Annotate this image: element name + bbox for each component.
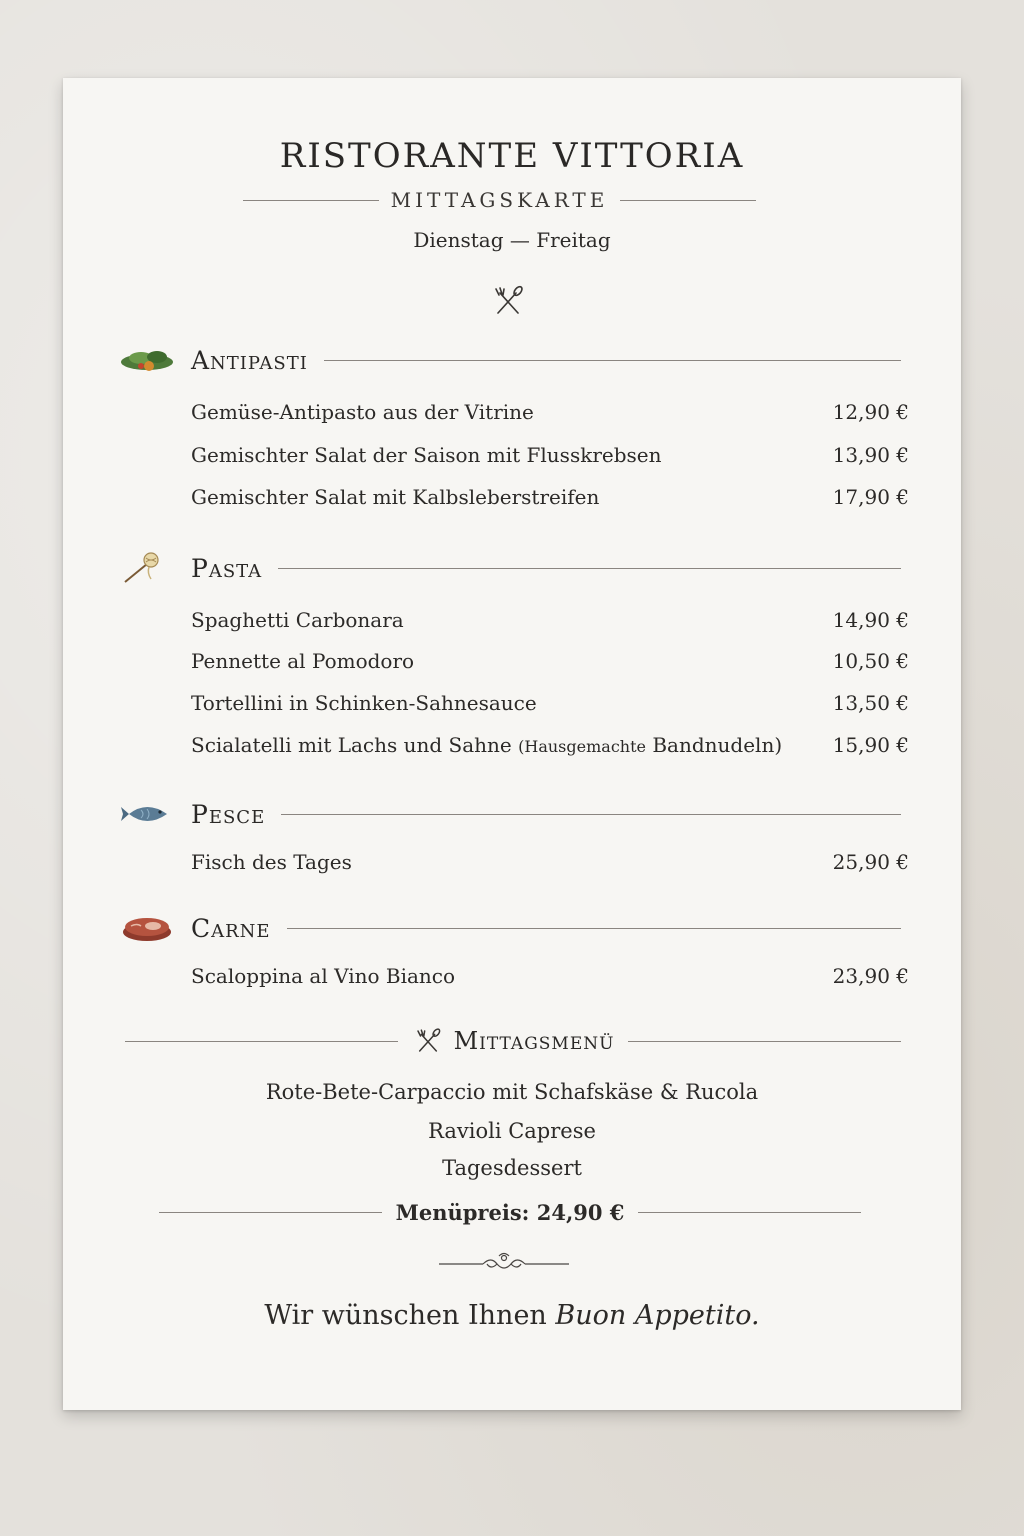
lunch-menu-price: Menüpreis: 24,90 € — [395, 1200, 625, 1225]
cutlery-icon — [412, 1026, 444, 1056]
menu-item — [191, 485, 909, 509]
section-header-antipasti — [119, 342, 901, 378]
fish-icon — [119, 796, 177, 832]
section-rule — [278, 568, 901, 569]
menu-item — [191, 608, 909, 632]
menu-subtitle: MITTAGSKARTE — [390, 188, 609, 212]
section-rule — [324, 360, 901, 361]
flourish-ornament — [437, 1250, 571, 1276]
item-name-with-note — [191, 733, 782, 757]
menu-item — [191, 733, 909, 757]
section-rule — [628, 1041, 901, 1042]
item-name: Gemischter Salat der Saison mit Flusskrebsen — [191, 443, 662, 467]
menu-item — [191, 691, 909, 715]
item-note-end: Bandnudeln) — [652, 733, 783, 757]
item-price: 23,90 € — [832, 964, 909, 988]
cutlery-icon — [490, 283, 526, 319]
item-name: Tortellini in Schinken-Sahnesauce — [191, 691, 537, 715]
section-title-carne: Carne — [191, 913, 271, 943]
lunch-price-row — [159, 1200, 861, 1225]
item-name: Gemischter Salat mit Kalbsleberstreifen — [191, 485, 600, 509]
section-header-carne — [119, 910, 901, 946]
item-price: 25,90 € — [832, 850, 909, 874]
section-title-antipasti: Antipasti — [191, 345, 308, 375]
lunch-course: Rote-Bete-Carpaccio mit Schafskäse & Rucola — [265, 1080, 759, 1104]
item-price: 10,50 € — [832, 649, 909, 673]
item-name: Scialatelli mit Lachs und Sahne — [191, 733, 512, 757]
item-price: 14,90 € — [832, 608, 909, 632]
lunch-menu-title: Mittagsmenü — [453, 1027, 615, 1055]
item-name: Fisch des Tages — [191, 850, 352, 874]
meat-icon — [119, 910, 177, 946]
section-header-pasta — [119, 550, 901, 586]
section-rule — [287, 928, 901, 929]
closing-message — [63, 1300, 961, 1331]
restaurant-title: RISTORANTE VITTORIA — [279, 136, 745, 176]
item-name: Gemüse-Antipasto aus der Vitrine — [191, 400, 534, 424]
menu-card — [63, 78, 961, 1410]
section-rule — [125, 1041, 398, 1042]
lunch-menu-header — [125, 1026, 901, 1056]
item-price: 17,90 € — [832, 485, 909, 509]
price-rule-right — [638, 1212, 861, 1213]
item-price: 13,50 € — [832, 691, 909, 715]
subtitle-row — [243, 188, 756, 212]
section-title-pesce: Pesce — [191, 799, 266, 829]
item-price: 13,90 € — [832, 443, 909, 467]
item-note: (Hausgemachte — [518, 737, 646, 756]
subtitle-rule-right — [620, 200, 756, 201]
menu-item — [191, 850, 909, 874]
item-name: Spaghetti Carbonara — [191, 608, 404, 632]
days-label: Dienstag — Freitag — [413, 228, 611, 252]
section-header-pesce — [119, 796, 901, 832]
closing-italic: Buon Appetito. — [555, 1300, 760, 1331]
item-name: Scaloppina al Vino Bianco — [191, 964, 456, 988]
vegetables-icon — [119, 342, 177, 378]
pasta-fork-icon — [119, 550, 177, 586]
price-rule-left — [159, 1212, 382, 1213]
menu-item — [191, 400, 909, 424]
item-price: 15,90 € — [832, 733, 909, 757]
menu-item — [191, 443, 909, 467]
section-rule — [281, 814, 901, 815]
menu-item — [191, 649, 909, 673]
closing-text: Wir wünschen Ihnen — [264, 1300, 547, 1331]
section-title-pasta: Pasta — [191, 553, 263, 583]
lunch-course: Ravioli Caprese — [428, 1119, 596, 1143]
item-price: 12,90 € — [832, 400, 909, 424]
item-name: Pennette al Pomodoro — [191, 649, 415, 673]
lunch-course: Tagesdessert — [442, 1156, 582, 1180]
subtitle-rule-left — [243, 200, 379, 201]
menu-item — [191, 964, 909, 988]
